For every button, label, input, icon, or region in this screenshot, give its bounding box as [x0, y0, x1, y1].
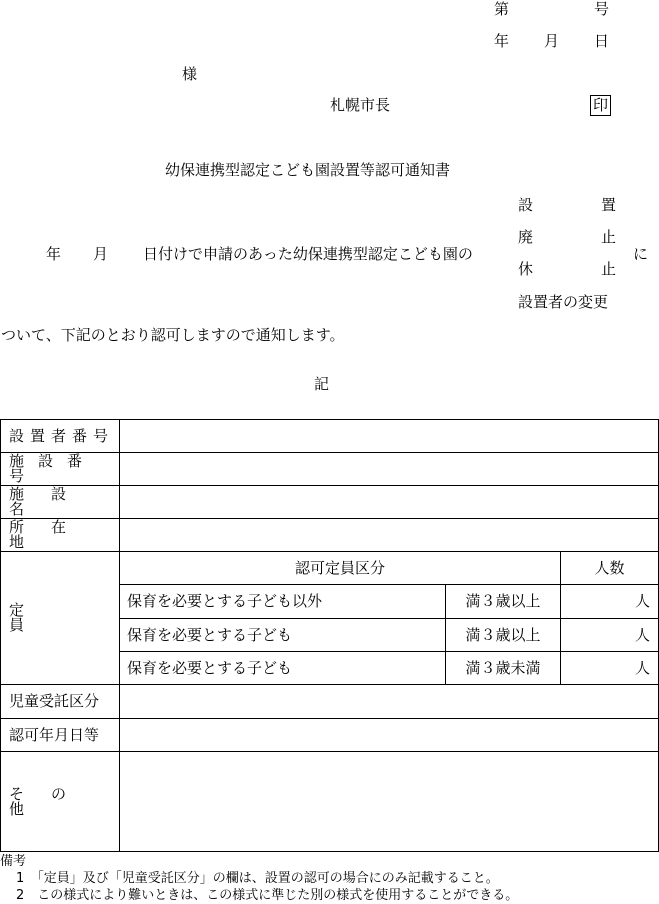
- label-text: 施設名: [9, 485, 94, 518]
- ki-heading: 記: [314, 375, 330, 393]
- note-item: 1 「定員」及び「児童受託区分」の欄は、設置の認可の場合にのみ記載すること。: [16, 871, 499, 886]
- capacity-unit: 人: [561, 585, 659, 619]
- label-text: 定員: [9, 601, 94, 634]
- intro-year: 年: [46, 245, 62, 263]
- value-facility-name: [120, 486, 659, 519]
- option-abolish: 廃 止: [518, 228, 616, 246]
- note-item: 2 この様式により難いときは、この様式に準じた別の様式を使用することができる。: [16, 888, 519, 903]
- intro-text: 日付けで申請のあった幼保連携型認定こども園の: [143, 245, 473, 263]
- label-text: 施設番号: [9, 452, 97, 485]
- capacity-condition: 満３歳以上: [446, 585, 561, 619]
- after-options: に: [633, 245, 649, 263]
- capacity-category: 保育を必要とする子ども: [120, 619, 446, 652]
- value-setter-number: [120, 420, 659, 453]
- capacity-condition: 満３歳以上: [446, 619, 561, 652]
- label-location: [1, 519, 120, 552]
- addressee-suffix: 様: [182, 65, 198, 83]
- label-capacity: [1, 552, 120, 685]
- value-location: [120, 519, 659, 552]
- value-approval-date: [120, 719, 659, 752]
- value-child-acceptance: [120, 685, 659, 719]
- capacity-category-header: 認可定員区分: [120, 552, 561, 585]
- number-prefix: 第: [494, 0, 510, 18]
- issuer-name: 札幌市長: [330, 96, 391, 114]
- seal-mark: 印: [590, 95, 611, 116]
- count-header: 人数: [561, 552, 659, 585]
- date-day: 日: [594, 32, 610, 50]
- label-setter-number: [1, 420, 120, 453]
- label-other: [1, 752, 120, 852]
- value-other: [120, 752, 659, 852]
- option-establish: 設 置: [518, 196, 616, 214]
- label-text: その他: [9, 784, 94, 818]
- body-continuation: ついて、下記のとおり認可しますので通知します。: [1, 326, 345, 344]
- notes-heading: 備考: [0, 854, 27, 869]
- capacity-category: 保育を必要とする子ども以外: [120, 585, 446, 619]
- number-suffix: 号: [594, 0, 610, 18]
- capacity-unit: 人: [561, 652, 659, 685]
- document-title: 幼保連携型認定こども園設置等認可通知書: [165, 161, 451, 179]
- intro-month: 月: [93, 245, 109, 263]
- label-facility-name: [1, 486, 120, 519]
- label-text: 所在地: [9, 518, 94, 551]
- label-approval-date: [1, 719, 120, 752]
- label-text: 児童受託区分: [9, 692, 100, 710]
- label-text: 設置者番号: [9, 426, 115, 445]
- option-change-founder: 設置者の変更: [518, 293, 609, 311]
- label-facility-number: [1, 453, 120, 486]
- label-text: 認可年月日等: [9, 725, 100, 744]
- label-child-acceptance: [1, 685, 120, 719]
- date-month: 月: [544, 32, 560, 50]
- option-suspend: 休 止: [518, 260, 616, 278]
- value-facility-number: [120, 453, 659, 486]
- date-year: 年: [494, 32, 510, 50]
- details-table: [0, 419, 659, 852]
- capacity-unit: 人: [561, 619, 659, 652]
- capacity-condition: 満３歳未満: [446, 652, 561, 685]
- capacity-category: 保育を必要とする子ども: [120, 652, 446, 685]
